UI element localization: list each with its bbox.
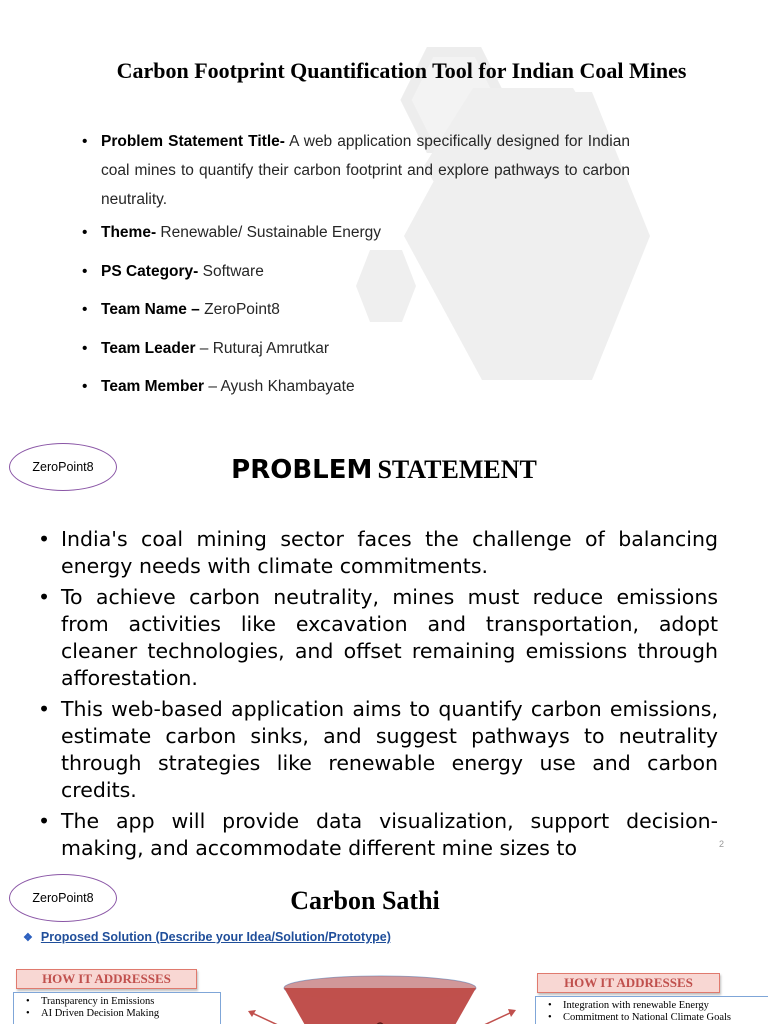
list-item: [78, 223, 630, 243]
title-slide: [0, 0, 768, 420]
item-value: – Ruturaj Amrutkar: [195, 339, 330, 357]
list-item: [78, 262, 630, 282]
right-tag: HOW IT ADDRESSES: [537, 973, 720, 993]
list-item: • Integration with renewable Energy: [536, 1000, 768, 1012]
funnel-graphic: [240, 974, 530, 1024]
item-label: Team Name –: [101, 301, 200, 318]
list-item: [78, 377, 630, 397]
proposed-solution-slide: [0, 862, 768, 1024]
item-label: Theme-: [101, 224, 157, 241]
team-logo: ZeroPoint8: [9, 443, 117, 491]
diamond-bullet-icon: ❖: [23, 932, 33, 944]
item-value: – Ayush Khambayate: [204, 378, 355, 395]
slide-title: Carbon Footprint Quantification Tool for Indian Coal Mines: [116, 58, 687, 83]
problem-statement-slide: [0, 420, 768, 862]
problem-bullets: [38, 526, 718, 862]
item-label: Team Member: [101, 378, 205, 395]
solution-heading-text: Proposed Solution (Describe your Idea/Solution/Prototype): [40, 930, 391, 944]
list-item: • This web-based application aims to quantify carbon emissions, estimate carbon sinks, and suggest pathways to neutrality through strategies like renewable energy use and carbon credits.: [38, 696, 718, 804]
item-value: Renewable/ Sustainable Energy: [156, 224, 382, 241]
item-label: Team Leader: [101, 339, 196, 357]
title-word-problem: PROBLEM: [231, 455, 373, 485]
left-box: [13, 992, 221, 1024]
list-item: • The app will provide data visualization, support decision-making, and accommodate different mine sizes to: [38, 808, 718, 862]
page-number: 2: [718, 839, 724, 849]
item-label: Problem Statement Title-: [101, 133, 285, 150]
item-value: A web application specifically designed for Indian coal mines to quantify their carbon footprint and explore pathways to carbon neutrality.: [101, 133, 630, 208]
item-label: PS Category-: [101, 262, 199, 280]
title-word-statement: STATEMENT: [377, 455, 537, 484]
list-item: • To achieve carbon neutrality, mines must reduce emissions from activities like excavation and transportation, adopt cleaner technologies, and offset remaining emissions through afforestation.: [38, 584, 718, 692]
list-item: [78, 300, 630, 320]
item-value: ZeroPoint8: [199, 301, 280, 318]
list-item: • AI Driven Decision Making: [14, 1008, 220, 1020]
list-item: [78, 339, 630, 359]
solution-heading: [23, 930, 391, 944]
left-arrow-icon: [250, 1012, 280, 1024]
list-item: • India's coal mining sector faces the challenge of balancing energy needs with climate commitments.: [38, 526, 718, 580]
right-box: [535, 996, 768, 1024]
slide-title: Carbon Sathi: [290, 886, 440, 915]
right-arrow-icon: [482, 1012, 512, 1024]
item-value: Software: [198, 262, 264, 280]
team-logo: ZeroPoint8: [9, 874, 117, 922]
info-list: [78, 127, 630, 416]
slide-title: [0, 455, 768, 485]
list-item: • Commitment to National Climate Goals: [536, 1012, 768, 1024]
list-item: • Transparency in Emissions: [14, 996, 220, 1008]
list-item: [78, 127, 630, 214]
left-tag: HOW IT ADDRESSES: [16, 969, 197, 989]
